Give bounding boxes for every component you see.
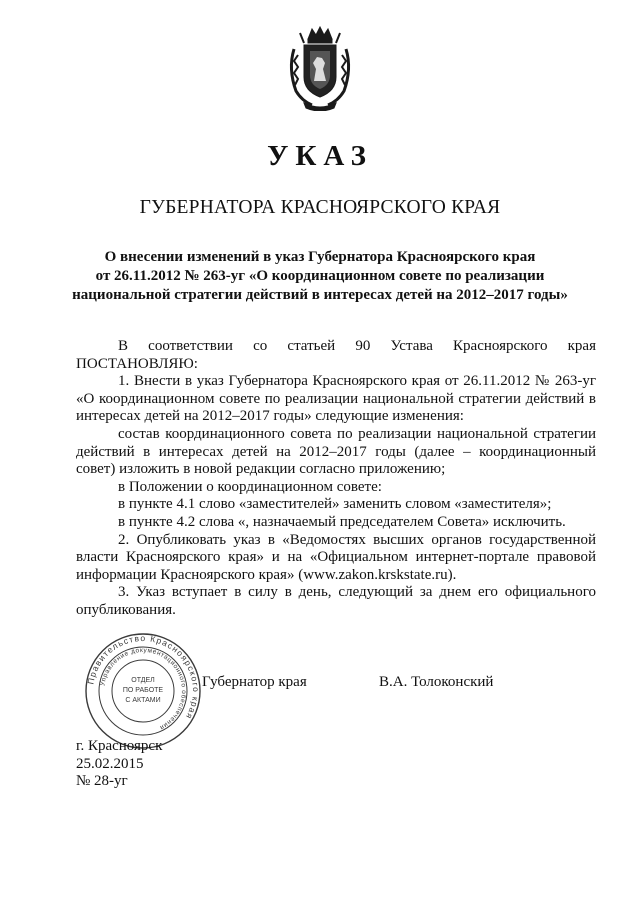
stamp-center-line: С АКТАМИ bbox=[125, 697, 161, 704]
heading-line: от 26.11.2012 № 263-уг «О координационном совете по реализации bbox=[95, 268, 545, 284]
paragraph-regulation: в Положении о координационном совете: bbox=[118, 478, 382, 495]
paragraph-item-1: 1. Внести в указ Губернатора Красноярского края от 26.11.2012 № 263-уг «О координационном совете по реализации национальной стратегии действий в интересах детей на 2012–2017 годы» следующие изменения: bbox=[76, 373, 596, 425]
coat-of-arms-icon bbox=[286, 25, 354, 111]
stamp-center-line: ПО РАБОТЕ bbox=[122, 687, 164, 694]
document-title: УКАЗ bbox=[267, 140, 373, 172]
heading-line: национальной стратегии действий в интересах детей на 2012–2017 годы» bbox=[72, 287, 568, 303]
signatory-title: Губернатор края bbox=[202, 674, 307, 690]
document-date: 25.02.2015 bbox=[76, 755, 144, 772]
paragraph-composition: состав координационного совета по реализации национальной стратегии действий в интересах детей на 2012–2017 годы (далее – координационный совет) изложить в новой редакции согласно приложению; bbox=[76, 425, 596, 478]
heading-line: О внесении изменений в указ Губернатора Красноярского края bbox=[104, 249, 536, 265]
paragraph-item-3: 3. Указ вступает в силу в день, следующий за днем его официального опубликования. bbox=[76, 584, 596, 618]
stamp-center-line: ОТДЕЛ bbox=[131, 677, 155, 684]
stamp-outer-text: Правительство Красноярского края bbox=[85, 632, 202, 722]
document-body bbox=[76, 338, 596, 620]
paragraph-preamble: В соответствии со статьей 90 Устава Красноярского края bbox=[118, 338, 596, 354]
document-heading bbox=[40, 248, 600, 305]
document-subtitle: ГУБЕРНАТОРА КРАСНОЯРСКОГО КРАЯ bbox=[139, 197, 501, 218]
signatory-name: В.А. Толоконский bbox=[379, 674, 494, 690]
document-footer bbox=[76, 738, 162, 791]
stamp-inner-text: Управление документационного обеспечения bbox=[99, 646, 188, 732]
place-of-signing: г. Красноярск bbox=[76, 738, 163, 754]
paragraph-decree: ПОСТАНОВЛЯЮ: bbox=[76, 355, 198, 372]
paragraph-item-2: 2. Опубликовать указ в «Ведомостях высших органов государственной власти Красноярского края» и на «Официальном интернет-портале правовой информации Красноярского края» (www.zakon.krskstate.ru). bbox=[76, 531, 596, 583]
official-stamp bbox=[84, 632, 202, 750]
paragraph-point-4-2: в пункте 4.2 слова «, назначаемый председателем Совета» исключить. bbox=[118, 513, 566, 530]
paragraph-point-4-1: в пункте 4.1 слово «заместителей» заменить словом «заместителя»; bbox=[118, 496, 552, 513]
document-number: № 28-уг bbox=[76, 773, 128, 789]
